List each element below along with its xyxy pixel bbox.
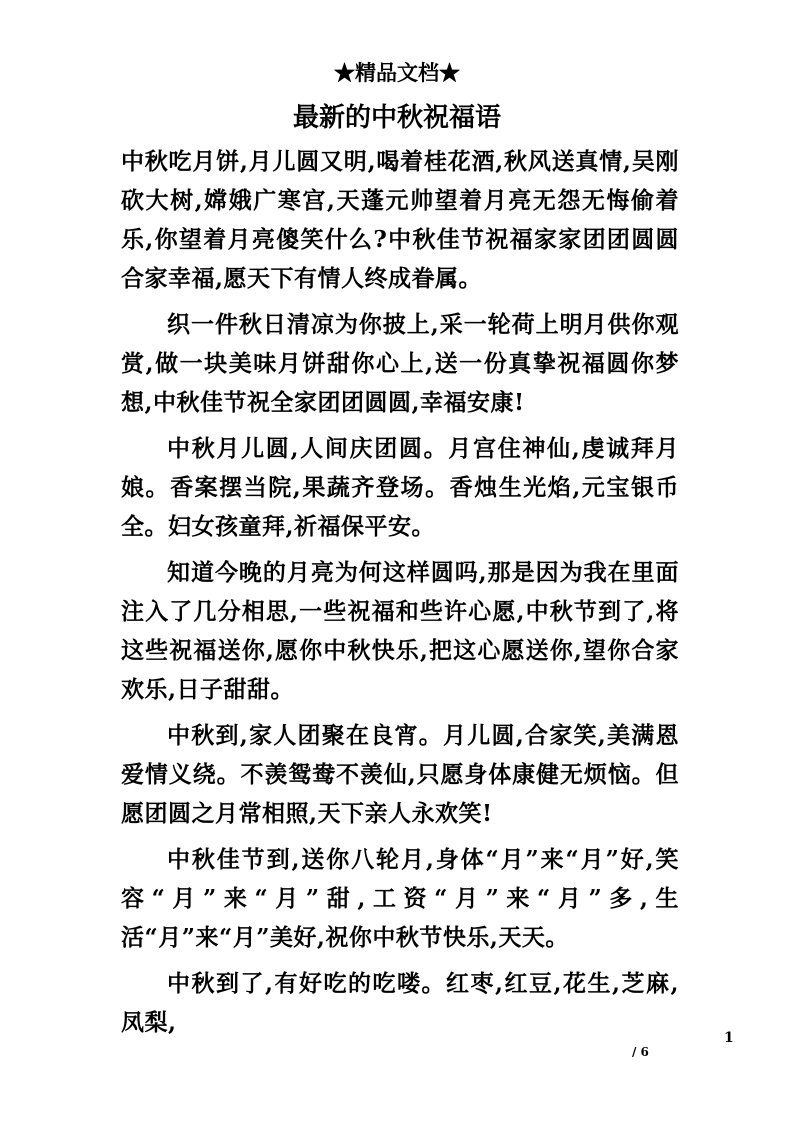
paragraph: 中秋佳节到,送你八轮月,身体“月”来“月”好,笑容“月”来“月”甜,工资“月”来“月”多,生活“月”来“月”美好,祝你中秋节快乐,天天。 <box>121 846 679 951</box>
paragraph: 织一件秋日清凉为你披上,采一轮荷上明月供你观赏,做一块美味月饼甜你心上,送一份真挚祝福圆你梦想,中秋佳节祝全家团团圆圆,幸福安康! <box>121 311 679 416</box>
paragraph: 中秋月儿圆,人间庆团圆。月宫住神仙,虔诚拜月娘。香案摆当院,果蔬齐登场。香烛生光焰,元宝银币全。妇女孩童拜,祈福保平安。 <box>121 435 679 540</box>
paragraph: 知道今晚的月亮为何这样圆吗,那是因为我在里面注入了几分相思,一些祝福和些许心愿,中秋节到了,将这些祝福送你,愿你中秋快乐,把这心愿送你,望你合家欢乐,日子甜甜。 <box>121 559 679 703</box>
paragraph: 中秋到了,有好吃的吃喽。红枣,红豆,花生,芝麻,凤梨, <box>121 970 679 1036</box>
document-title: 最新的中秋祝福语 <box>292 103 501 133</box>
paragraph: 中秋到,家人团聚在良宵。月儿圆,合家笑,美满恩爱情义绕。不羡鸳鸯不羡仙,只愿身体康健无烦恼。但愿团圆之月常相照,天下亲人永欢笑! <box>121 722 679 827</box>
header-mark: ★精品文档★ <box>334 60 460 85</box>
page-number: 1 <box>724 1030 734 1046</box>
page-total: / 6 <box>632 1045 649 1059</box>
paragraph: 中秋吃月饼,月儿圆又明,喝着桂花酒,秋风送真情,吴刚砍大树,嫦娥广寒宫,天蓬元帅望着月亮无怨无悔偷着乐,你望着月亮傻笑什么?中秋佳节祝福家家团团圆圆合家幸福,愿天下有情人终成眷属。 <box>121 148 679 292</box>
document-body <box>121 142 679 1042</box>
